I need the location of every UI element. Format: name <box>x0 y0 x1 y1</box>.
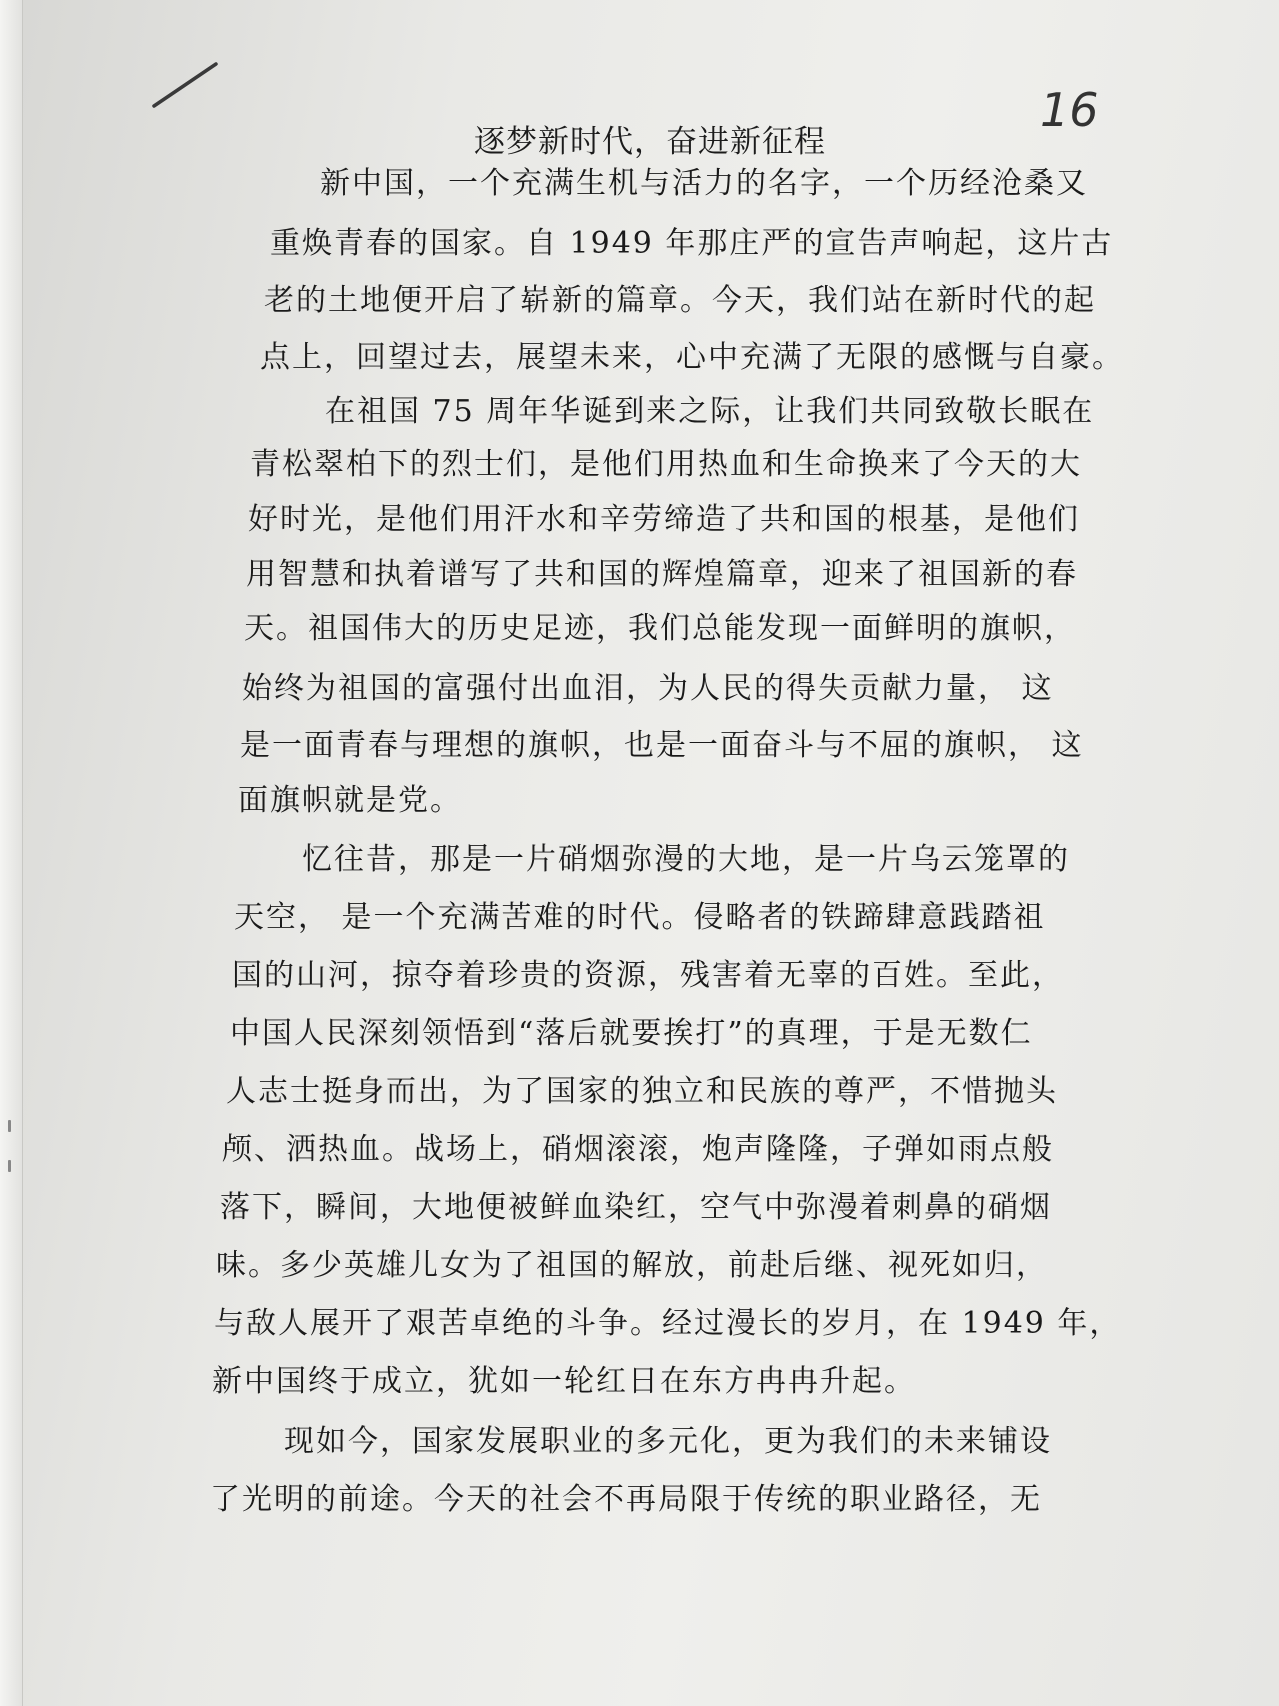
text-line: 用智慧和执着谱写了共和国的辉煌篇章，迎来了祖国新的春 <box>246 557 1078 592</box>
text-line: 好时光，是他们用汗水和辛劳缔造了共和国的根基，是他们 <box>248 502 1080 537</box>
text-line: 天空， 是一个充满苦难的时代。侵略者的铁蹄肆意践踏祖 <box>234 900 1046 935</box>
text-line: 国的山河，掠夺着珍贵的资源，残害着无辜的百姓。至此， <box>232 958 1064 993</box>
text-line: 新中国终于成立，犹如一轮红日在东方冉冉升起。 <box>212 1364 916 1399</box>
text-line: 老的土地便开启了崭新的篇章。今天，我们站在新时代的起 <box>264 283 1096 318</box>
text-line: 了光明的前途。今天的社会不再局限于传统的职业路径，无 <box>210 1482 1042 1517</box>
text-line: 味。多少英雄儿女为了祖国的解放，前赴后继、视死如归， <box>216 1248 1048 1283</box>
text-line: 现如今，国家发展职业的多元化，更为我们的未来铺设 <box>284 1424 1052 1459</box>
text-line: 是一面青春与理想的旗帜，也是一面奋斗与不屈的旗帜， 这 <box>240 728 1084 763</box>
text-line: 与敌人展开了艰苦卓绝的斗争。经过漫长的岁月，在 1949 年， <box>214 1306 1122 1341</box>
text-line: 人志士挺身而出，为了国家的独立和民族的尊严，不惜抛头 <box>226 1074 1058 1109</box>
document-title: 逐梦新时代，奋进新征程 <box>474 124 826 160</box>
text-line: 天。祖国伟大的历史足迹，我们总能发现一面鲜明的旗帜， <box>244 611 1076 646</box>
text-line: 忆往昔，那是一片硝烟弥漫的大地，是一片乌云笼罩的 <box>302 842 1070 877</box>
text-line: 在祖国 75 周年华诞到来之际，让我们共同致敬长眠在 <box>325 394 1095 429</box>
text-line: 面旗帜就是党。 <box>238 783 462 818</box>
text-line: 点上，回望过去，展望未来，心中充满了无限的感慨与自豪。 <box>260 340 1124 375</box>
text-line: 新中国，一个充满生机与活力的名字，一个历经沧桑又 <box>320 166 1088 201</box>
text-line: 中国人民深刻领悟到“落后就要挨打”的真理，于是无数仁 <box>230 1016 1033 1051</box>
text-line: 重焕青春的国家。自 1949 年那庄严的宣告声响起，这片古 <box>270 226 1114 261</box>
text-line: 颅、洒热血。战场上，硝烟滚滚，炮声隆隆，子弹如雨点般 <box>222 1132 1054 1167</box>
svg-text:16: 16 <box>1040 83 1099 137</box>
text-line: 始终为祖国的富强付出血泪，为人民的得失贡献力量， 这 <box>242 671 1054 706</box>
text-line: 青松翠柏下的烈士们，是他们用热血和生命换来了今天的大 <box>250 447 1082 482</box>
text-line: 落下，瞬间，大地便被鲜血染红，空气中弥漫着刺鼻的硝烟 <box>220 1190 1052 1225</box>
